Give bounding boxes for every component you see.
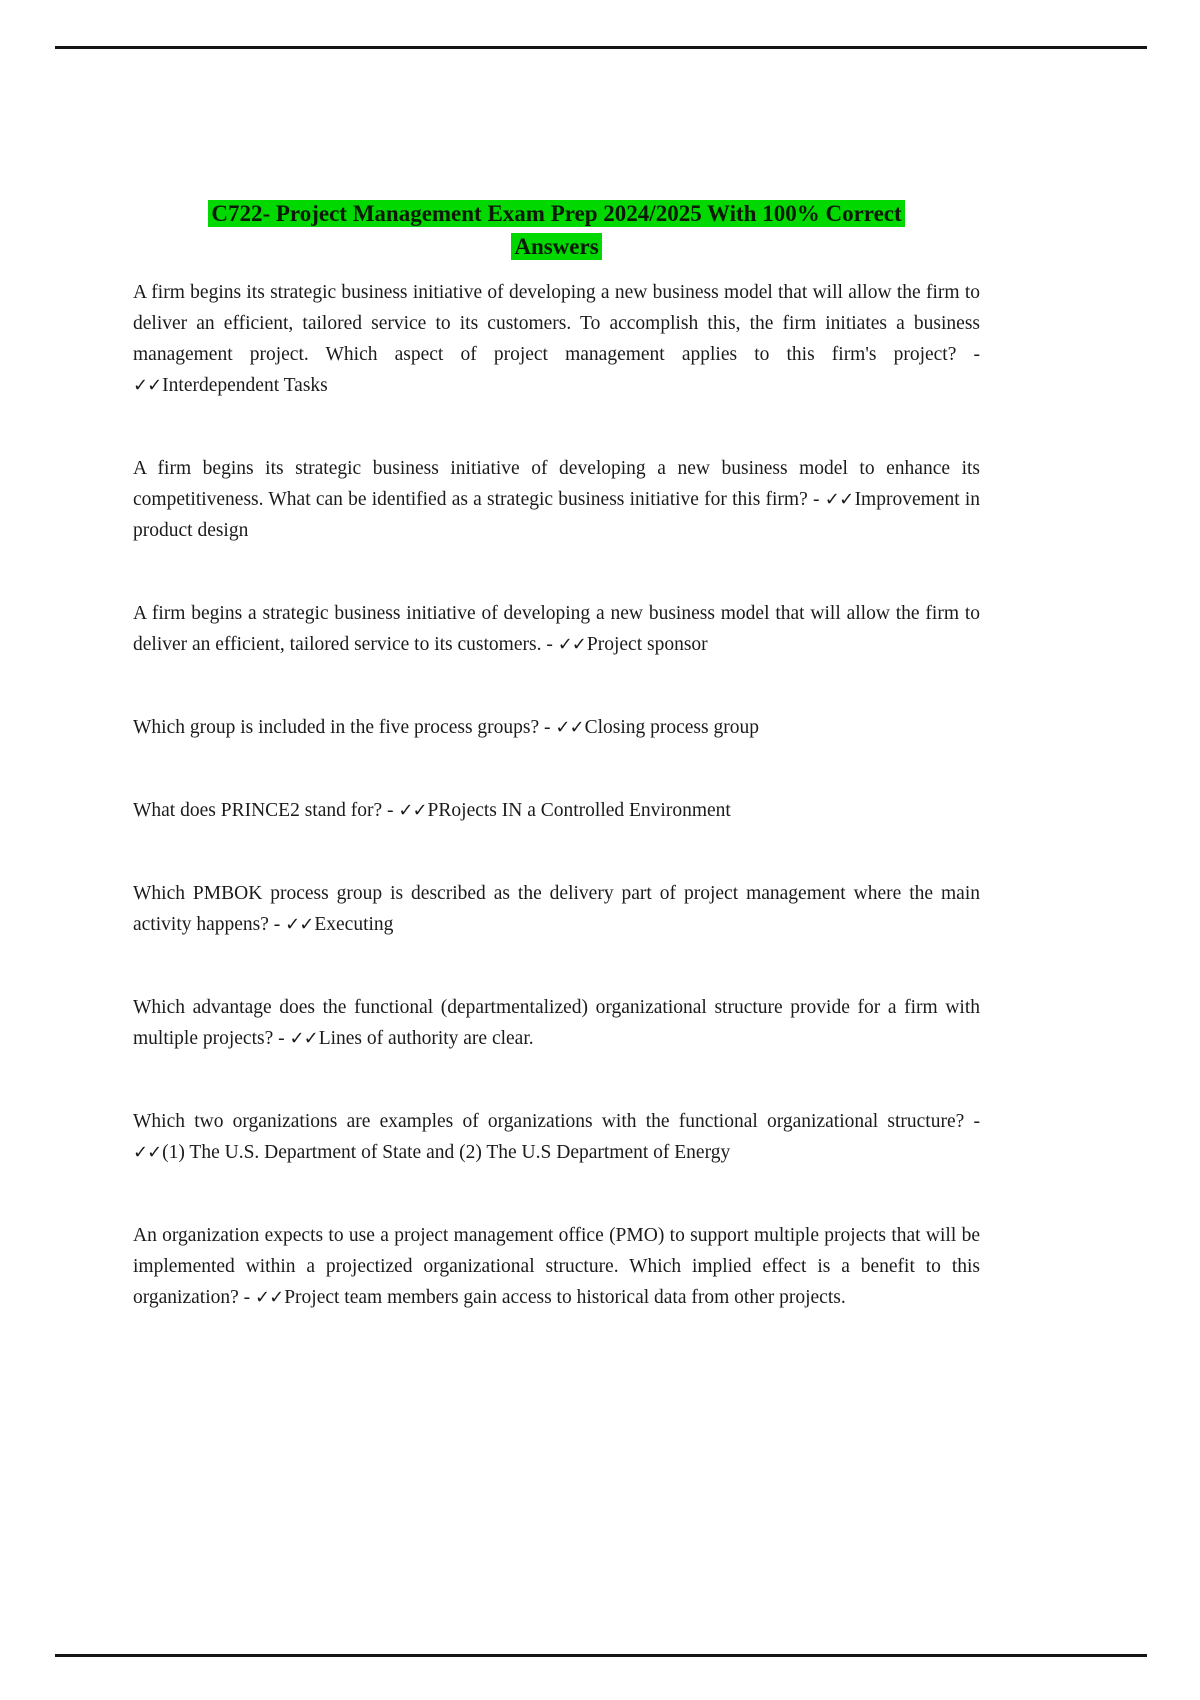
qa-item — [133, 795, 980, 826]
qa-item — [133, 878, 980, 940]
title-line-2: Answers — [511, 233, 601, 260]
qa-item — [133, 277, 980, 401]
question-text: What does PRINCE2 stand for? — [133, 800, 383, 821]
checkmarks-icon: ✓✓ — [289, 1028, 318, 1049]
checkmarks-icon: ✓✓ — [133, 375, 162, 396]
qa-item — [133, 712, 980, 743]
qa-item — [133, 992, 980, 1054]
answer-separator: - — [964, 1111, 980, 1132]
answer-separator: - — [807, 489, 825, 510]
question-text: An organization expects to use a project management office (PMO) to support multiple projects that will be implemented within a projectized organizational structure. Which implied effect is a benefit to this organization? — [133, 1225, 980, 1308]
checkmarks-icon: ✓✓ — [398, 800, 427, 821]
bottom-rule — [55, 1654, 1147, 1657]
checkmarks-icon: ✓✓ — [824, 489, 854, 510]
question-text: A firm begins its strategic business initiative of developing a new business model that will allow the firm to deliver an efficient, tailored service to its customers. To accomplish this, the firm initiates a business management project. Which aspect of project management applies to this firm's project? — [133, 282, 980, 365]
answer-text: PRojects IN a Controlled Environment — [427, 800, 731, 821]
question-text: Which PMBOK process group is described as the delivery part of project management where the main activity happens? — [133, 883, 980, 935]
answer-separator: - — [273, 1028, 290, 1049]
answer-text: Interdependent Tasks — [162, 375, 328, 396]
question-text: Which two organizations are examples of organizations with the functional organizational structure? — [133, 1111, 965, 1132]
qa-item — [133, 1220, 980, 1313]
question-text: Which group is included in the five process groups? — [133, 717, 540, 738]
answer-separator: - — [382, 800, 399, 821]
answer-text: Lines of authority are clear. — [318, 1028, 534, 1049]
document-title — [133, 197, 980, 263]
answer-text: Improvement in product design — [133, 489, 981, 541]
question-text: A firm begins its strategic business initiative of developing a new business model to enhance its competitiveness. What can be identified as a strategic business initiative for this firm? — [133, 458, 980, 510]
answer-text: Executing — [314, 914, 394, 935]
question-text: Which advantage does the functional (departmentalized) organizational structure provide for a firm with multiple projects? — [133, 997, 980, 1049]
question-text: A firm begins a strategic business initiative of developing a new business model that will allow the firm to deliver an efficient, tailored service to its customers. — [133, 603, 980, 655]
qa-item — [133, 453, 980, 546]
answer-text: Project team members gain access to historical data from other projects. — [284, 1287, 846, 1308]
checkmarks-icon: ✓✓ — [285, 914, 314, 935]
checkmarks-icon: ✓✓ — [255, 1287, 284, 1308]
answer-text: Closing process group — [584, 717, 759, 738]
answer-text: (1) The U.S. Department of State and (2) The U.S Department of Energy — [162, 1142, 731, 1163]
checkmarks-icon: ✓✓ — [133, 1142, 162, 1163]
answer-separator: - — [956, 344, 980, 365]
answer-separator: - — [238, 1287, 256, 1308]
checkmarks-icon: ✓✓ — [557, 634, 586, 655]
qa-item — [133, 598, 980, 660]
qa-item — [133, 1106, 980, 1168]
checkmarks-icon: ✓✓ — [555, 717, 584, 738]
answer-separator: - — [541, 634, 558, 655]
answer-separator: - — [268, 914, 286, 935]
answer-text: Project sponsor — [586, 634, 708, 655]
page-content — [133, 0, 980, 1313]
answer-separator: - — [539, 717, 556, 738]
title-line-1: C722- Project Management Exam Prep 2024/2025 With 100% Correct — [208, 200, 904, 227]
